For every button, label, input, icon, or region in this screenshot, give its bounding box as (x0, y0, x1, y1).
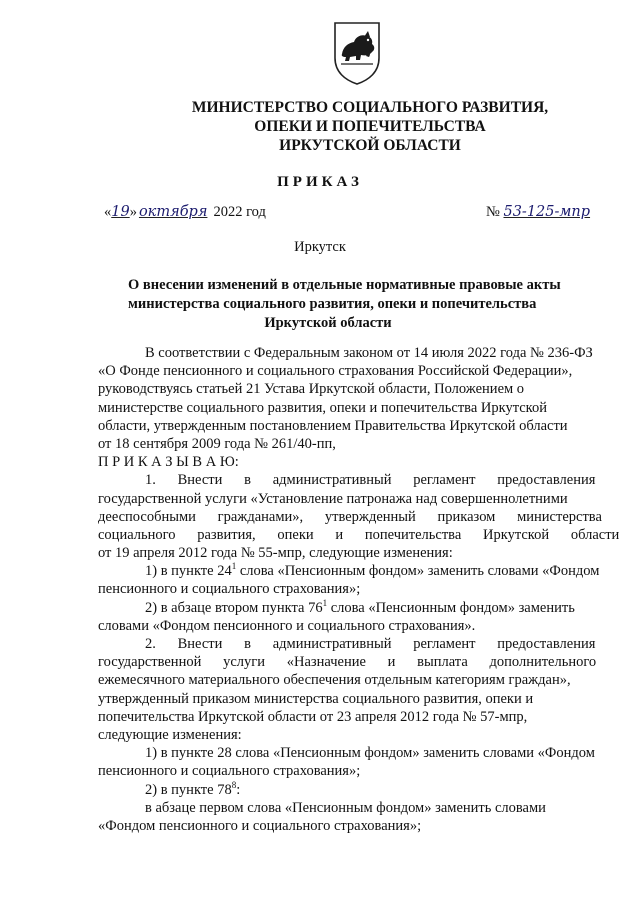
document-subject (128, 276, 561, 333)
date-month: октября (138, 204, 208, 220)
item1-subitem2-sup: 1 (322, 597, 328, 608)
preamble-line: министерстве социального развития, опеки и попечительства Иркутской (98, 399, 547, 416)
date-quote-open: « (104, 204, 112, 220)
date-day: 19 (111, 204, 130, 220)
item1-line: 1. Внести в административный регламент предоставления (145, 472, 596, 489)
preamble-line: области, утвержденным постановлением Правительства Иркутской области (98, 417, 568, 434)
item2-subitem2-line: в абзаце первом слова «Пенсионным фондом» заменить словами (145, 799, 546, 816)
item1-line: социального развития, опеки и попечительства Иркутской области (98, 526, 620, 543)
item1-subitem1-text-cont: слова «Пенсионным фондом» заменить словами «Фондом (236, 563, 600, 580)
item1-subitem1-line: пенсионного и социального страхования»; (98, 581, 361, 598)
item2-subitem2-line: «Фондом пенсионного и социального страхования»; (98, 817, 422, 834)
item1-subitem2-line: словами «Фондом пенсионного и социального страхования». (98, 617, 476, 634)
item1-subitem2-text: 2) в абзаце втором пункта 76 (145, 599, 323, 616)
item1-subitem1-sup: 1 (231, 561, 237, 572)
item1-subitem2 (98, 599, 612, 617)
item2-line: утвержденный приказом министерства социального развития, опеки и (98, 690, 534, 707)
item2-subitem2 (98, 781, 612, 799)
item2-line: ежемесячного материального обеспечения отдельным категориям граждан», (98, 672, 571, 689)
item1-subitem1 (98, 562, 612, 580)
preamble-line: от 18 сентября 2009 года № 261/40-пп, (98, 435, 336, 452)
item2-line: 2. Внести в административный регламент предоставления (145, 636, 596, 652)
ministry-line: ИРКУТСКОЙ ОБЛАСТИ (279, 137, 461, 154)
preamble-line: руководствуясь статьей 21 Устава Иркутской области, Положением о (98, 381, 525, 398)
item2-line: попечительства Иркутской области от 23 апреля 2012 года № 57-мпр, (98, 708, 528, 725)
item1-line: дееспособными гражданами», утвержденный приказом министерства (98, 508, 602, 525)
item2-line: государственной услуги «Назначение и выплата дополнительного (98, 654, 597, 671)
number-value: 53-125-мпр (503, 204, 591, 220)
city: Иркутск (294, 239, 346, 255)
order-word: П Р И К А З Ы В А Ю: (98, 454, 239, 471)
coat-of-arms-icon (331, 20, 383, 86)
preamble-line: «О Фонде пенсионного и социального страхования Российской Федерации», (98, 363, 573, 380)
ministry-name (160, 98, 580, 155)
number-sign: № (486, 204, 500, 220)
item1-subitem1-text: 1) в пункте 24 (145, 563, 232, 580)
item2-subitem2-text: 2) в пункте 78 (145, 781, 232, 798)
item1-line: государственной услуги «Установление патронажа над совершеннолетними (98, 490, 568, 507)
document-body (98, 344, 620, 835)
item2-subitem2-sup: 8 (231, 779, 237, 790)
item1-line: от 19 апреля 2012 года № 55-мпр, следующие изменения: (98, 545, 453, 562)
item2-subitem1-line: пенсионного и социального страхования»; (98, 763, 361, 780)
date-year: 2022 год (213, 204, 266, 220)
document-number (486, 204, 590, 221)
ministry-line: ОПЕКИ И ПОПЕЧИТЕЛЬСТВА (254, 118, 486, 135)
item2-subitem2-colon: : (236, 781, 241, 798)
item2-line: следующие изменения: (98, 726, 242, 743)
item2-subitem1-line: 1) в пункте 28 слова «Пенсионным фондом» заменить словами «Фондом (145, 745, 595, 762)
subject-line: О внесении изменений в отдельные нормативные правовые акты (128, 277, 561, 293)
preamble-line: В соответствии с Федеральным законом от 14 июля 2022 года № 236-ФЗ (145, 345, 593, 361)
item1-subitem2-text-cont: слова «Пенсионным фондом» заменить (327, 599, 575, 616)
subject-line: Иркутской области (264, 315, 392, 331)
document-date (104, 204, 266, 221)
document-type: ПРИКАЗ (277, 174, 363, 190)
subject-line: министерства социального развития, опеки и попечительства (128, 296, 537, 312)
ministry-line: МИНИСТЕРСТВО СОЦИАЛЬНОГО РАЗВИТИЯ, (191, 99, 549, 116)
date-quote-close: » (129, 204, 137, 220)
